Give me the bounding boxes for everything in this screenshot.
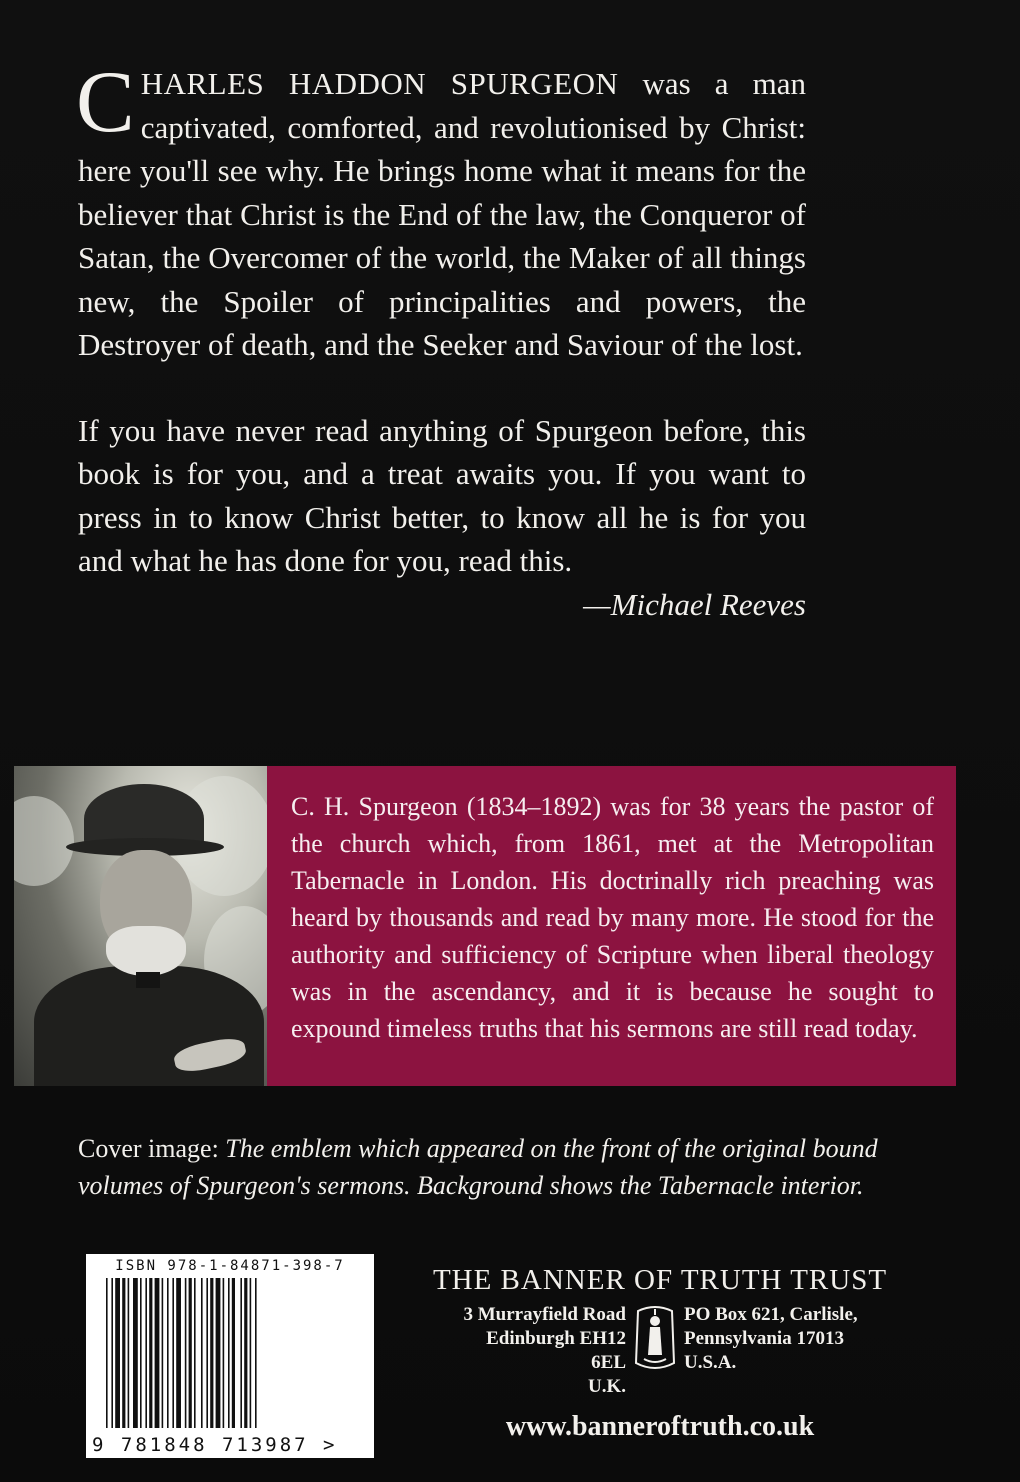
us-address <box>684 1303 866 1375</box>
publisher-name: THE BANNER OF TRUTH TRUST <box>432 1264 888 1296</box>
blurb-paragraph-2: If you have never read anything of Spurgeon before, this book is for you, and a treat awaits you. If you want to press in to know Christ better, to know all he is for you and what he has done for you, read this. <box>78 412 806 578</box>
attribution: —Michael Reeves <box>583 586 806 622</box>
uk-address-line: Edinburgh EH12 6EL <box>486 1328 626 1373</box>
blurb <box>76 54 807 626</box>
publisher-addresses <box>420 1303 900 1399</box>
publisher-website: www.banneroftruth.co.uk <box>505 1411 815 1442</box>
author-photo <box>14 766 267 1086</box>
publisher-info <box>420 1264 900 1443</box>
cover-image-credit <box>78 1130 918 1204</box>
drop-cap: C <box>76 54 135 151</box>
author-bio: C. H. Spurgeon (1834–1892) was for 38 years the pastor of the church which, from 1861, met at the Metropolitan Tabernacle in London. His doctrinally rich preaching was heard by thousands and read by many more. He stood for the authority and sufficiency of Scripture when liberal theology was in the ascendancy, and it is because he sought to expound timeless truths that his sermons are still read today. <box>267 766 956 1086</box>
blurb-paragraph-1-rest: was a man captivated, comforted, and revolutionised by Christ: here you'll see why. He brings home what it means for the believer that Christ is the End of the law, the Conqueror of Satan, the Overcomer of the world, the Maker of all things new, the Spoiler of principalities and powers, the Destroyer of death, and the Seeker and Saviour of the lost. <box>78 66 807 362</box>
uk-address <box>454 1303 626 1399</box>
uk-address-line: 3 Murrayfield Road <box>463 1304 626 1325</box>
us-address-line: PO Box 621, Carlisle, <box>684 1304 858 1325</box>
us-address-line: U.S.A. <box>684 1352 737 1373</box>
isbn-label: ISBN 978-1-84871-398-7 <box>115 1258 345 1274</box>
blurb-lead: HARLES HADDON SPURGEON <box>140 66 619 101</box>
author-panel <box>14 766 956 1086</box>
uk-address-line: U.K. <box>588 1376 626 1397</box>
barcode-bars <box>106 1278 356 1428</box>
barcode <box>86 1254 374 1458</box>
credit-label: Cover image: <box>78 1134 219 1163</box>
barcode-digits: 9 781848 713987 > <box>92 1434 338 1456</box>
credit-text: The emblem which appeared on the front of the original bound volumes of Spurgeon's sermons. Background shows the Tabernacle interior. <box>78 1134 878 1200</box>
blurb-paragraph-1 <box>76 54 807 367</box>
publisher-emblem-icon <box>632 1303 678 1375</box>
us-address-line: Pennsylvania 17013 <box>684 1328 844 1349</box>
